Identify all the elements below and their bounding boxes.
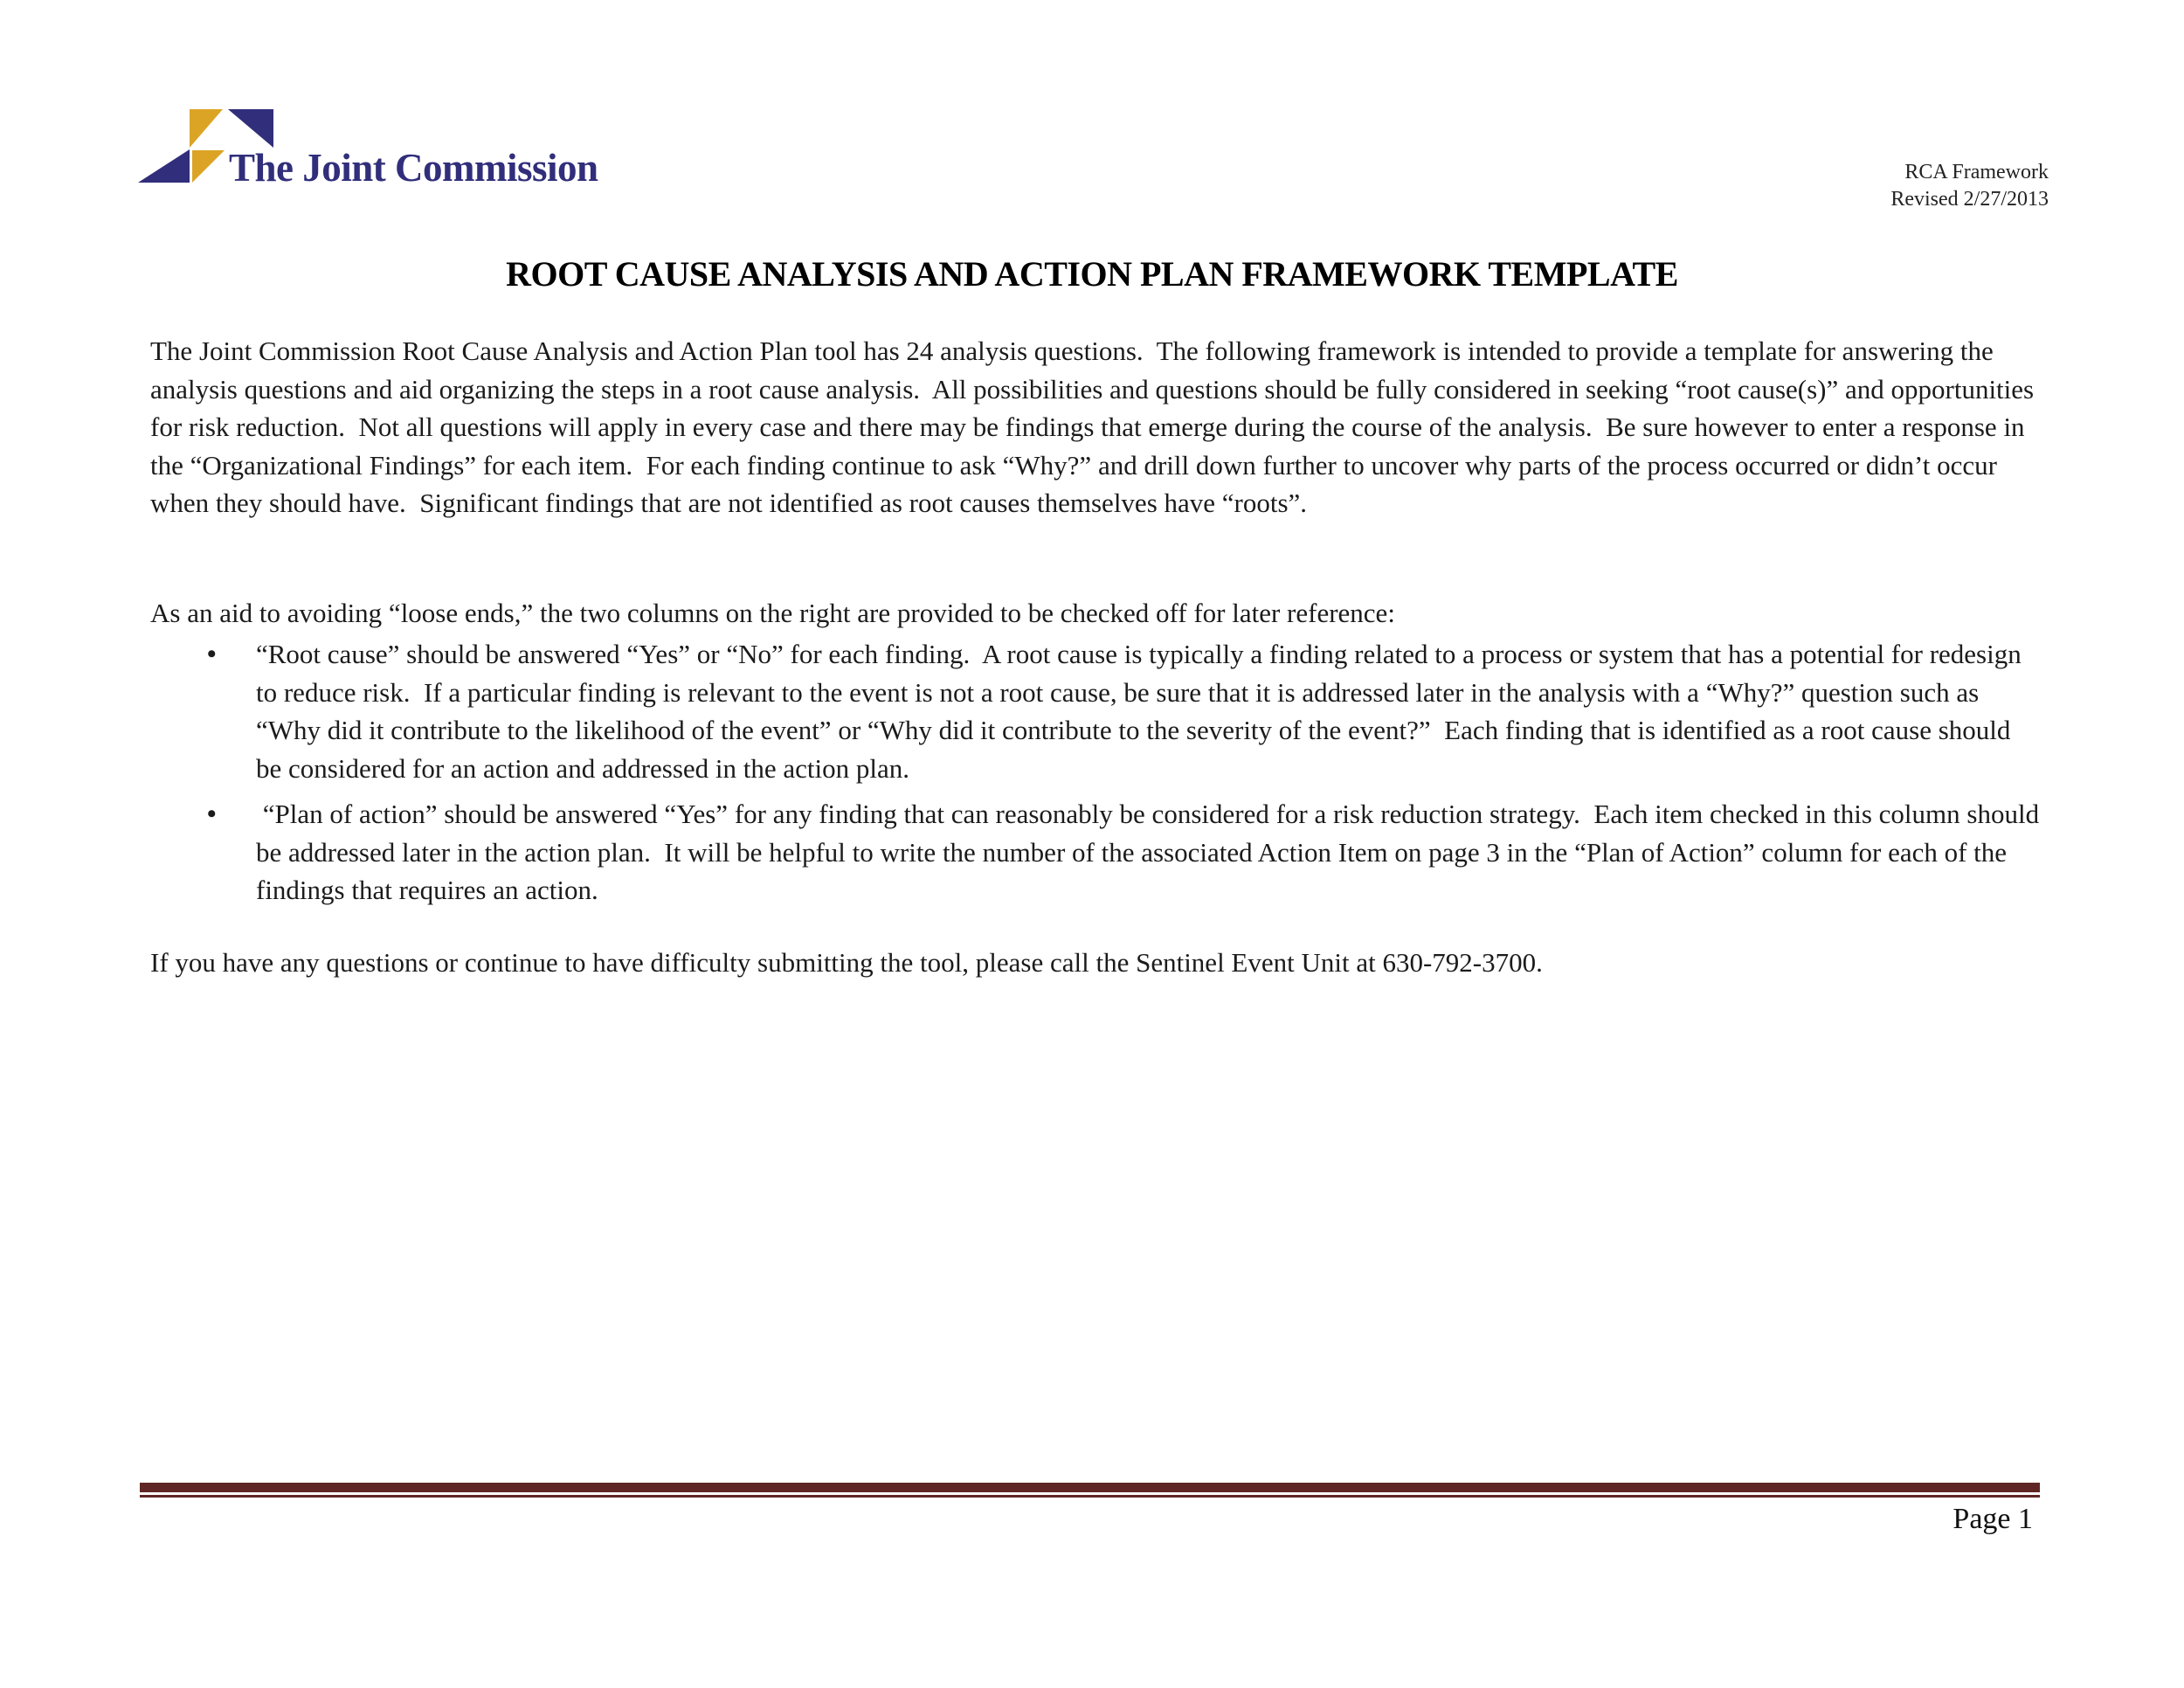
intro-paragraph: The Joint Commission Root Cause Analysis and Action Plan tool has 24 analysis questions. The following framework is intended to provide a template for answering the analysis questions and aid organizing the steps in a root cause analysis. All possibilities and questions should be fully considered in seeking “root cause(s)” and opportunities for risk reduction. Not all questions will apply in every case and there may be findings that emerge during the course of the analysis. Be sure however to enter a response in the “Organizational Findings” for each item. For each finding continue to ask “Why?” and drill down further to uncover why parts of the process occurred or didn’t occur when they should have. Significant findings that are not identified as root causes themselves have “roots”. [150, 336, 2041, 518]
logo-triangle-navy-bottom [138, 149, 190, 183]
logo-triangle-navy-top [228, 109, 273, 148]
header-meta-revised: Revised 2/27/2013 [1890, 188, 2049, 211]
bullet-plan-of-action: “Plan of action” should be answered “Yes” for any finding that can reasonably be considered for a risk reduction strategy. Each item checked in this column should be addressed later in the action plan. It will be helpful to write the number of the associated Action Item on page 3 in the “Plan of Action” column for each of the findings that requires an action. [256, 799, 2046, 905]
logo-wordmark: The Joint Commission [229, 146, 598, 190]
logo-triangle-gold-top [190, 109, 223, 148]
bullet-icon: • [207, 640, 217, 668]
bullet-icon: • [207, 799, 217, 828]
bullet-list [150, 635, 2046, 917]
aid-paragraph: As an aid to avoiding “loose ends,” the two columns on the right are provided to be checked off for later reference: [150, 598, 1395, 628]
closing-paragraph: If you have any questions or continue to have difficulty submitting the tool, please call the Sentinel Event Unit at 630-792-3700. [150, 947, 1543, 978]
footer-rule [140, 1483, 2040, 1498]
page-title: ROOT CAUSE ANALYSIS AND ACTION PLAN FRAMEWORK TEMPLATE [506, 254, 1678, 294]
header-meta-framework: RCA Framework [1904, 161, 2049, 183]
logo-triangle-gold-bottom [192, 150, 225, 183]
footer-rule-thick [140, 1483, 2040, 1492]
footer-rule-thin [140, 1495, 2040, 1498]
list-item [150, 795, 2046, 910]
bullet-root-cause: “Root cause” should be answered “Yes” or “No” for each finding. A root cause is typically a finding related to a process or system that has a potential for redesign to reduce risk. If a particular finding is relevant to the event is not a root cause, be sure that it is addressed later in the analysis with a “Why?” question such as “Why did it contribute to the likelihood of the event” or “Why did it contribute to the severity of the event?” Each finding that is identified as a root cause should be considered for an action and addressed in the action plan. [256, 639, 2028, 784]
header-meta [1890, 159, 2049, 213]
list-item [150, 635, 2042, 787]
page-number: Page 1 [1952, 1503, 2033, 1535]
